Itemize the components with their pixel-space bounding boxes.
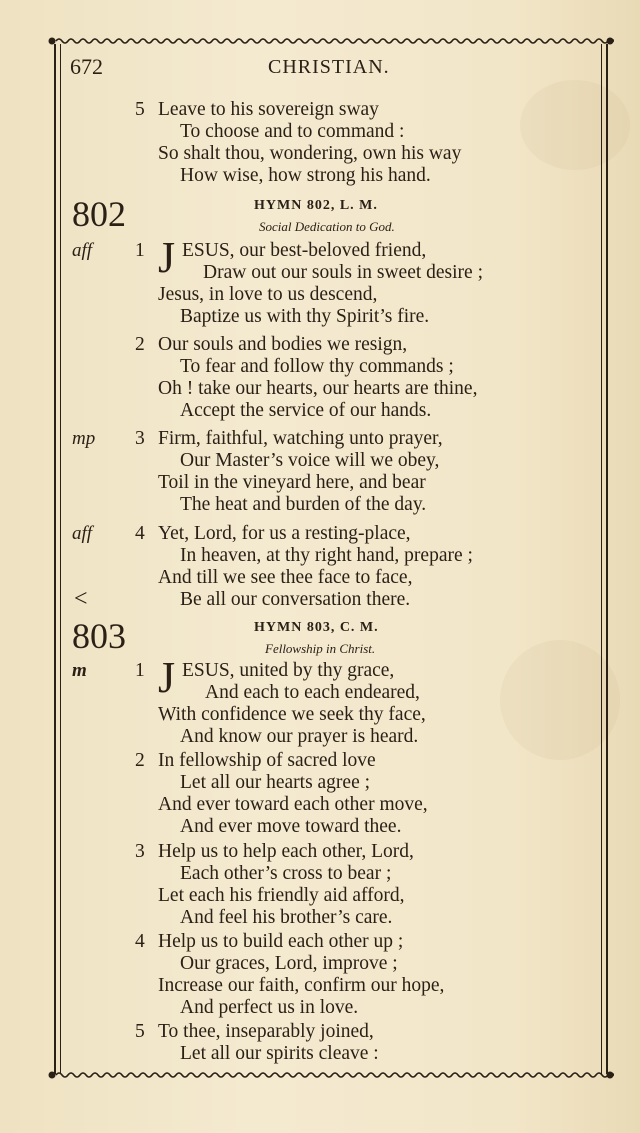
left-border-rule <box>54 44 56 1074</box>
dynamic-mark: mp <box>72 428 96 449</box>
drop-cap: J <box>158 653 176 702</box>
verse-line: Firm, faithful, watching unto prayer, <box>158 428 443 449</box>
verse-line: Draw out our souls in sweet desire ; <box>203 262 483 283</box>
paper-stain <box>500 640 620 760</box>
verse-line: And ever toward each other move, <box>158 794 428 815</box>
verse-line: And each to each endeared, <box>205 682 420 703</box>
verse-line: So shalt thou, wondering, own his way <box>158 143 462 164</box>
verse-line: To fear and follow thy commands ; <box>180 356 454 377</box>
verse-line: Each other’s cross to bear ; <box>180 863 392 884</box>
verse-number: 2 <box>135 750 145 771</box>
right-border-rule <box>606 44 608 1074</box>
verse-number: 5 <box>135 1021 145 1042</box>
verse-line: ESUS, united by thy grace, <box>182 660 395 681</box>
verse-line: To choose and to command : <box>180 121 405 142</box>
verse-number: 3 <box>135 841 145 862</box>
verse-line: Increase our faith, confirm our hope, <box>158 975 445 996</box>
hymn-number: 802 <box>72 194 126 234</box>
crescendo-mark: < <box>74 586 88 612</box>
verse-line: With confidence we seek thy face, <box>158 704 426 725</box>
hymn-title: HYMN 802, L. M. <box>254 198 378 213</box>
verse-line: The heat and burden of the day. <box>180 494 427 515</box>
verse-line: To thee, inseparably joined, <box>158 1021 374 1042</box>
verse-line: And feel his brother’s care. <box>180 907 393 928</box>
verse-line: Let each his friendly aid afford, <box>158 885 405 906</box>
dynamic-mark: aff <box>72 240 93 261</box>
verse-number: 4 <box>135 931 145 952</box>
verse-number: 2 <box>135 334 145 355</box>
drop-cap: J <box>158 233 176 282</box>
verse-line: Leave to his sovereign sway <box>158 99 379 120</box>
verse-line: And perfect us in love. <box>180 997 359 1018</box>
verse-line: Toil in the vineyard here, and bear <box>158 472 426 493</box>
hymn-subtitle: Fellowship in Christ. <box>265 641 376 656</box>
verse-line: Our graces, Lord, improve ; <box>180 953 398 974</box>
verse-line: And know our prayer is heard. <box>180 726 419 747</box>
verse-line: Jesus, in love to us descend, <box>158 284 378 305</box>
verse-line: In heaven, at thy right hand, prepare ; <box>180 545 473 566</box>
verse-line: Our souls and bodies we resign, <box>158 334 408 355</box>
verse-number: 5 <box>135 99 145 120</box>
verse-line: Baptize us with thy Spirit’s fire. <box>180 306 430 327</box>
top-ornamental-rule <box>48 36 614 46</box>
verse-line: Our Master’s voice will we obey, <box>180 450 440 471</box>
bottom-ornamental-rule <box>48 1070 614 1080</box>
verse-line: Help us to build each other up ; <box>158 931 404 952</box>
page-header <box>70 54 600 84</box>
paper-stain <box>520 80 630 170</box>
verse-line: How wise, how strong his hand. <box>180 165 431 186</box>
verse-line: And ever move toward thee. <box>180 816 402 837</box>
running-title: CHRISTIAN. <box>268 56 390 78</box>
verse-number: 4 <box>135 523 145 544</box>
verse-line: Oh ! take our hearts, our hearts are thine, <box>158 378 478 399</box>
hymn-title: HYMN 803, C. M. <box>254 620 379 635</box>
verse-line: Help us to help each other, Lord, <box>158 841 414 862</box>
dynamic-mark: m <box>72 660 87 681</box>
page-number: 672 <box>70 54 103 79</box>
verse-line: ESUS, our best-beloved friend, <box>182 240 427 261</box>
verse-number: 1 <box>135 660 145 681</box>
verse-number: 3 <box>135 428 145 449</box>
dynamic-mark: aff <box>72 523 93 544</box>
verse-line: Be all our conversation there. <box>180 589 411 610</box>
verse-line: Let all our spirits cleave : <box>180 1043 379 1064</box>
verse-line: Accept the service of our hands. <box>180 400 432 421</box>
verse-line: And till we see thee face to face, <box>158 567 413 588</box>
hymn-number: 803 <box>72 616 126 656</box>
hymn-subtitle: Social Dedication to God. <box>259 219 395 234</box>
verse-line: Yet, Lord, for us a resting-place, <box>158 523 411 544</box>
verse-number: 1 <box>135 240 145 261</box>
verse-line: In fellowship of sacred love <box>158 750 376 771</box>
verse-line: Let all our hearts agree ; <box>180 772 371 793</box>
